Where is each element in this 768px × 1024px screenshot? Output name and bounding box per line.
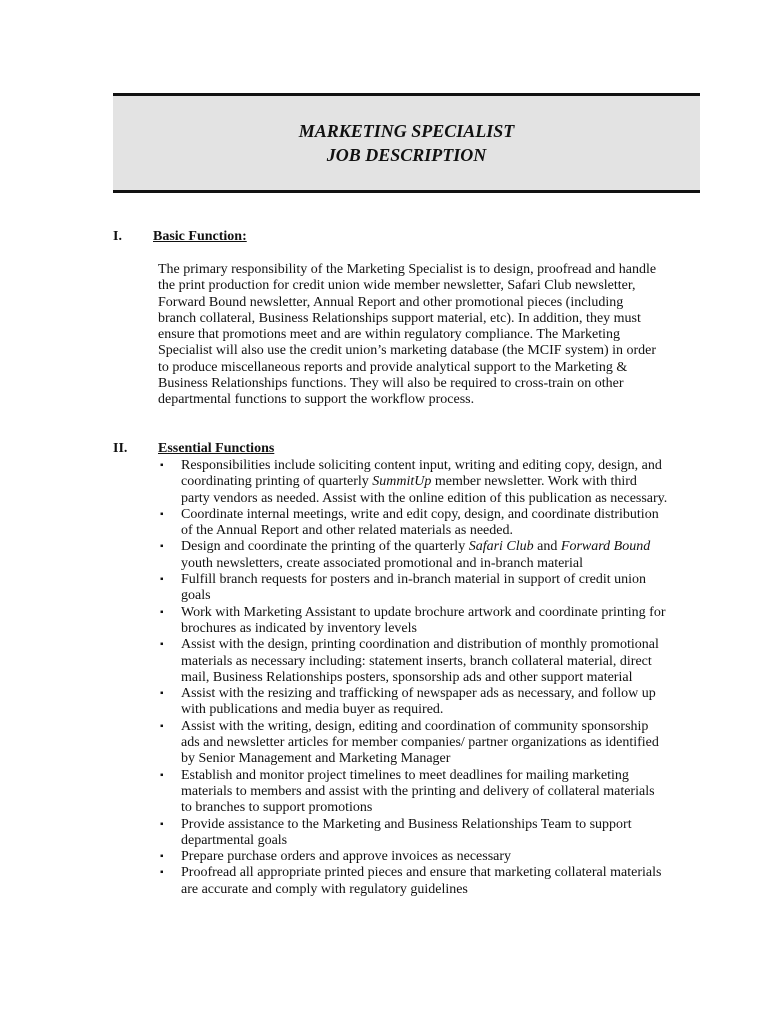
document-title: MARKETING SPECIALIST [298,121,515,141]
list-item: ▪ Establish and monitor project timelines to meet deadlines for mailing marketing materials to members and assist with the printing and delivery of collateral materials to branches to support promotions [160,767,655,816]
section-1-number: I. [113,229,122,244]
basic-function-paragraph: The primary responsibility of the Marketing Specialist is to design, proofread and handle the print production for credit union wide member newsletter, Safari Club newsletter, Forward Bound newsletter, Annual Report and other promotional pieces (including branch collateral, Business Relationships support material, etc). In addition, they must ensure that promotions meet and are within regulatory compliance. The Marketing Specialist will also use the credit union’s marketing database (the MCIF system) in order to produce miscellaneous reports and provide analytical support to the Marketing & Business Relationships functions. They will also be required to cross-train on other departmental functions to support the workflow process. [158,262,657,408]
bullet-icon: ▪ [160,460,164,471]
list-item: ▪ Coordinate internal meetings, write and edit copy, design, and coordinate distribution of the Annual Report and other related materials as needed. [160,506,659,539]
section-2-heading: Essential Functions [158,441,275,456]
document-subtitle: JOB DESCRIPTION [326,145,487,165]
list-item: ▪ Fulfill branch requests for posters and in-branch material in support of credit union goals [160,572,646,604]
list-item: ▪ Proofread all appropriate printed pieces and ensure that marketing collateral materials are accurate and comply with regulatory guidelines [160,865,662,897]
bullet-icon: ▪ [160,867,164,879]
list-item: ▪ Assist with the design, printing coordination and distribution of monthly promotional materials as necessary including: statement inserts, branch collateral material, direct mail, Business Relationships posters, sponsorship ads and other support material [160,637,659,685]
list-item: ▪ Assist with the resizing and trafficking of newspaper ads as necessary, and follow up with publications and media buyer as required. [160,686,656,718]
list-item: ▪ Responsibilities include soliciting content input, writing and editing copy, design, and coordinating printing of quarterly SummitUp member newsletter. Work with third party vendors as needed. Assist with the online edition of this publication as necessary. [160,458,668,506]
essential-functions-list [158,458,668,898]
list-item: ▪ Provide assistance to the Marketing and Business Relationships Team to support departmental goals [160,816,632,848]
bullet-icon: ▪ [160,606,164,618]
list-item: ▪ Design and coordinate the printing of the quarterly Safari Club and Forward Bound youth newsletters, create associated promotional and in-branch material [160,539,651,571]
title-banner [113,93,700,193]
bullet-icon: ▪ [160,574,164,586]
bullet-icon: ▪ [160,639,164,651]
section-1-heading: Basic Function: [153,229,247,244]
bullet-icon: ▪ [160,851,164,863]
section-2-number: II. [113,441,128,456]
bullet-icon: ▪ [160,818,164,830]
bullet-icon: ▪ [160,720,164,732]
bullet-icon: ▪ [160,541,164,553]
list-item: ▪ Work with Marketing Assistant to update brochure artwork and coordinate printing for brochures as indicated by inventory levels [160,604,666,636]
list-item: ▪ Prepare purchase orders and approve invoices as necessary [160,849,512,865]
list-item: ▪ Assist with the writing, design, editing and coordination of community sponsorship ads and newsletter articles for member companies/ partner organizations as identified by Senior Management and Marketing Manager [160,718,659,767]
bullet-icon: ▪ [160,769,164,781]
bullet-icon: ▪ [160,688,164,700]
bullet-icon: ▪ [160,508,164,520]
